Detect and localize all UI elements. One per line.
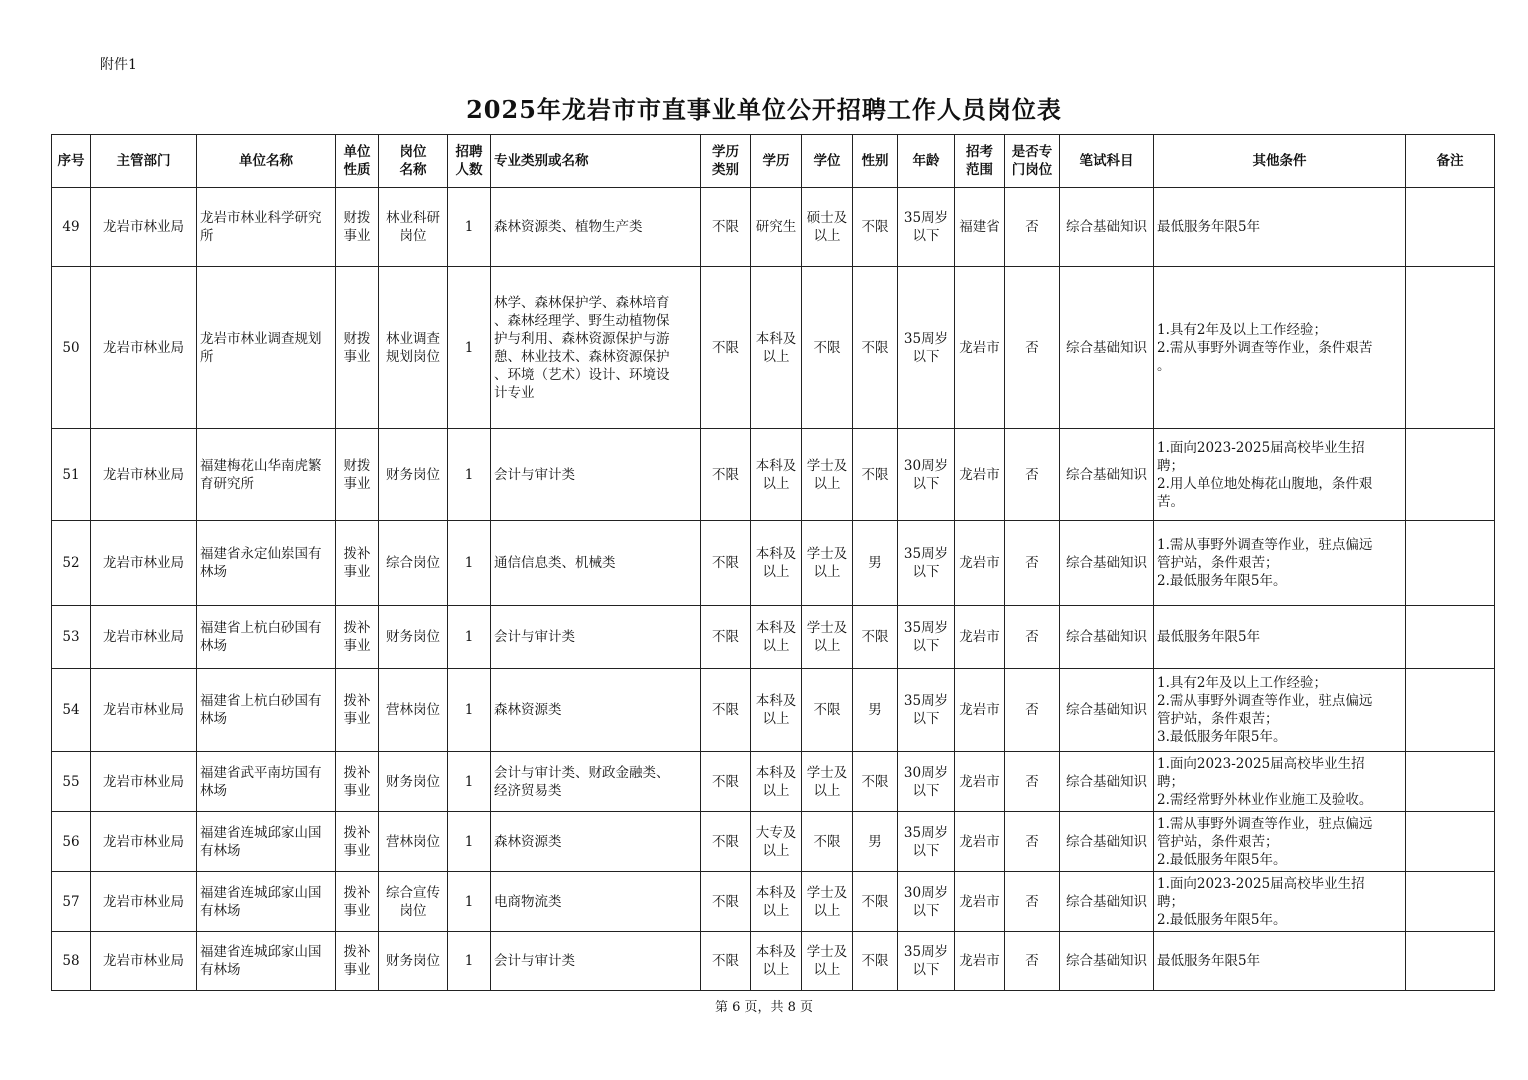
cell-other: 1.具有2年及以上工作经验； 2.需从事野外调查等作业，条件艰苦 。 (1154, 267, 1406, 429)
cell-age: 35周岁 以下 (898, 812, 955, 872)
cell-post: 财务岗位 (379, 606, 448, 669)
cell-edu-type: 不限 (701, 267, 751, 429)
cell-dept: 龙岩市林业局 (91, 521, 197, 606)
cell-no: 57 (52, 872, 91, 932)
cell-degree: 不限 (802, 267, 853, 429)
cell-edu-type: 不限 (701, 669, 751, 752)
cell-nature: 拨补 事业 (336, 669, 379, 752)
cell-nature: 拨补 事业 (336, 521, 379, 606)
cell-major: 会计与审计类 (491, 606, 701, 669)
header-special: 是否专 门岗位 (1005, 135, 1060, 188)
cell-note (1406, 932, 1495, 991)
cell-special: 否 (1005, 606, 1060, 669)
cell-unit: 福建梅花山华南虎繁育研究所 (197, 429, 336, 521)
table-row (52, 267, 1495, 429)
cell-major: 林学、森林保护学、森林培育 、森林经理学、野生动植物保 护与利用、森林资源保护与游 憩、林业技术、森林资源保护 、环境（艺术）设计、环境设 计专业 (491, 267, 701, 429)
cell-dept: 龙岩市林业局 (91, 429, 197, 521)
cell-other: 1.具有2年及以上工作经验； 2.需从事野外调查等作业，驻点偏远 管护站，条件艰苦； 3.最低服务年限5年。 (1154, 669, 1406, 752)
cell-major: 电商物流类 (491, 872, 701, 932)
cell-unit: 福建省武平南坊国有林场 (197, 752, 336, 812)
cell-post: 营林岗位 (379, 669, 448, 752)
cell-major: 森林资源类、植物生产类 (491, 188, 701, 267)
cell-exam: 综合基础知识 (1060, 812, 1154, 872)
cell-count: 1 (448, 669, 491, 752)
cell-count: 1 (448, 872, 491, 932)
cell-count: 1 (448, 267, 491, 429)
cell-dept: 龙岩市林业局 (91, 188, 197, 267)
cell-edu-type: 不限 (701, 188, 751, 267)
cell-degree: 学士及 以上 (802, 521, 853, 606)
cell-scope: 龙岩市 (955, 872, 1005, 932)
cell-edu: 本科及 以上 (751, 429, 802, 521)
cell-post: 财务岗位 (379, 429, 448, 521)
header-scope: 招考 范围 (955, 135, 1005, 188)
cell-age: 30周岁 以下 (898, 872, 955, 932)
cell-other: 最低服务年限5年 (1154, 932, 1406, 991)
table-row (52, 188, 1495, 267)
cell-age: 35周岁 以下 (898, 669, 955, 752)
cell-no: 52 (52, 521, 91, 606)
cell-gender: 不限 (853, 606, 898, 669)
cell-age: 35周岁 以下 (898, 521, 955, 606)
cell-age: 30周岁 以下 (898, 429, 955, 521)
cell-age: 35周岁 以下 (898, 267, 955, 429)
cell-exam: 综合基础知识 (1060, 267, 1154, 429)
cell-edu: 本科及 以上 (751, 521, 802, 606)
cell-age: 30周岁 以下 (898, 752, 955, 812)
cell-degree: 硕士及 以上 (802, 188, 853, 267)
cell-nature: 财拨 事业 (336, 188, 379, 267)
cell-unit: 龙岩市林业科学研究所 (197, 188, 336, 267)
table-row (52, 932, 1495, 991)
cell-edu-type: 不限 (701, 606, 751, 669)
cell-count: 1 (448, 606, 491, 669)
cell-age: 35周岁 以下 (898, 606, 955, 669)
cell-edu: 本科及 以上 (751, 932, 802, 991)
attachment-label: 附件1 (100, 57, 137, 73)
cell-other: 1.需从事野外调查等作业，驻点偏远 管护站，条件艰苦； 2.最低服务年限5年。 (1154, 521, 1406, 606)
cell-unit: 福建省永定仙岽国有林场 (197, 521, 336, 606)
page-title: 2025年龙岩市市直事业单位公开招聘工作人员岗位表 (466, 95, 1062, 124)
cell-edu-type: 不限 (701, 932, 751, 991)
cell-other: 最低服务年限5年 (1154, 188, 1406, 267)
cell-note (1406, 521, 1495, 606)
cell-scope: 福建省 (955, 188, 1005, 267)
cell-unit: 福建省上杭白砂国有林场 (197, 669, 336, 752)
table-row (52, 872, 1495, 932)
table-row (52, 606, 1495, 669)
cell-nature: 拨补 事业 (336, 752, 379, 812)
cell-no: 56 (52, 812, 91, 872)
cell-dept: 龙岩市林业局 (91, 606, 197, 669)
cell-count: 1 (448, 752, 491, 812)
cell-edu-type: 不限 (701, 872, 751, 932)
cell-edu: 本科及 以上 (751, 267, 802, 429)
header-nature: 单位 性质 (336, 135, 379, 188)
cell-dept: 龙岩市林业局 (91, 872, 197, 932)
table-row (52, 812, 1495, 872)
header-exam: 笔试科目 (1060, 135, 1154, 188)
cell-special: 否 (1005, 872, 1060, 932)
cell-nature: 拨补 事业 (336, 872, 379, 932)
cell-major: 通信信息类、机械类 (491, 521, 701, 606)
cell-edu: 本科及 以上 (751, 872, 802, 932)
header-dept: 主管部门 (91, 135, 197, 188)
cell-dept: 龙岩市林业局 (91, 932, 197, 991)
cell-dept: 龙岩市林业局 (91, 669, 197, 752)
cell-scope: 龙岩市 (955, 932, 1005, 991)
cell-degree: 学士及 以上 (802, 872, 853, 932)
cell-gender: 不限 (853, 267, 898, 429)
cell-no: 53 (52, 606, 91, 669)
header-age: 年龄 (898, 135, 955, 188)
header-major: 专业类别或名称 (491, 135, 701, 188)
cell-nature: 财拨 事业 (336, 429, 379, 521)
cell-dept: 龙岩市林业局 (91, 267, 197, 429)
cell-degree: 学士及 以上 (802, 932, 853, 991)
cell-note (1406, 188, 1495, 267)
cell-count: 1 (448, 521, 491, 606)
cell-no: 50 (52, 267, 91, 429)
cell-dept: 龙岩市林业局 (91, 812, 197, 872)
cell-edu-type: 不限 (701, 429, 751, 521)
cell-post: 营林岗位 (379, 812, 448, 872)
header-count: 招聘 人数 (448, 135, 491, 188)
header-no: 序号 (52, 135, 91, 188)
cell-exam: 综合基础知识 (1060, 521, 1154, 606)
cell-unit: 福建省连城邱家山国有林场 (197, 812, 336, 872)
cell-exam: 综合基础知识 (1060, 872, 1154, 932)
cell-age: 35周岁 以下 (898, 188, 955, 267)
cell-note (1406, 812, 1495, 872)
cell-scope: 龙岩市 (955, 752, 1005, 812)
cell-post: 林业科研 岗位 (379, 188, 448, 267)
cell-major: 森林资源类 (491, 812, 701, 872)
cell-scope: 龙岩市 (955, 606, 1005, 669)
cell-unit: 福建省连城邱家山国有林场 (197, 872, 336, 932)
cell-gender: 不限 (853, 429, 898, 521)
header-other: 其他条件 (1154, 135, 1406, 188)
cell-nature: 拨补 事业 (336, 606, 379, 669)
cell-edu-type: 不限 (701, 812, 751, 872)
cell-no: 55 (52, 752, 91, 812)
table-row (52, 429, 1495, 521)
cell-note (1406, 752, 1495, 812)
header-gender: 性别 (853, 135, 898, 188)
cell-count: 1 (448, 429, 491, 521)
cell-special: 否 (1005, 669, 1060, 752)
cell-gender: 不限 (853, 872, 898, 932)
cell-edu: 大专及 以上 (751, 812, 802, 872)
cell-major: 会计与审计类、财政金融类、 经济贸易类 (491, 752, 701, 812)
cell-special: 否 (1005, 429, 1060, 521)
cell-note (1406, 872, 1495, 932)
cell-exam: 综合基础知识 (1060, 188, 1154, 267)
cell-unit: 福建省连城邱家山国有林场 (197, 932, 336, 991)
cell-major: 会计与审计类 (491, 932, 701, 991)
cell-gender: 男 (853, 812, 898, 872)
cell-gender: 男 (853, 521, 898, 606)
cell-gender: 男 (853, 669, 898, 752)
cell-exam: 综合基础知识 (1060, 752, 1154, 812)
cell-other: 最低服务年限5年 (1154, 606, 1406, 669)
cell-special: 否 (1005, 521, 1060, 606)
job-table (51, 134, 1495, 991)
cell-gender: 不限 (853, 752, 898, 812)
cell-nature: 拨补 事业 (336, 812, 379, 872)
cell-degree: 学士及 以上 (802, 752, 853, 812)
cell-dept: 龙岩市林业局 (91, 752, 197, 812)
cell-special: 否 (1005, 188, 1060, 267)
cell-major: 会计与审计类 (491, 429, 701, 521)
header-edu: 学历 (751, 135, 802, 188)
cell-edu: 研究生 (751, 188, 802, 267)
cell-post: 林业调查 规划岗位 (379, 267, 448, 429)
cell-unit: 福建省上杭白砂国有林场 (197, 606, 336, 669)
cell-exam: 综合基础知识 (1060, 606, 1154, 669)
cell-exam: 综合基础知识 (1060, 669, 1154, 752)
header-edu-type: 学历 类别 (701, 135, 751, 188)
cell-count: 1 (448, 932, 491, 991)
header-post: 岗位 名称 (379, 135, 448, 188)
cell-degree: 学士及 以上 (802, 429, 853, 521)
cell-post: 综合宣传 岗位 (379, 872, 448, 932)
cell-degree: 不限 (802, 812, 853, 872)
cell-nature: 财拨 事业 (336, 267, 379, 429)
cell-edu: 本科及 以上 (751, 669, 802, 752)
cell-post: 综合岗位 (379, 521, 448, 606)
header-note: 备注 (1406, 135, 1495, 188)
cell-scope: 龙岩市 (955, 429, 1005, 521)
cell-scope: 龙岩市 (955, 812, 1005, 872)
cell-special: 否 (1005, 932, 1060, 991)
table-body (52, 188, 1495, 991)
page-footer: 第 6 页，共 8 页 (714, 1000, 814, 1015)
cell-note (1406, 429, 1495, 521)
cell-edu: 本科及 以上 (751, 752, 802, 812)
table-row (52, 752, 1495, 812)
cell-no: 51 (52, 429, 91, 521)
cell-special: 否 (1005, 812, 1060, 872)
header-unit: 单位名称 (197, 135, 336, 188)
cell-no: 49 (52, 188, 91, 267)
cell-edu: 本科及 以上 (751, 606, 802, 669)
cell-unit: 龙岩市林业调查规划所 (197, 267, 336, 429)
cell-exam: 综合基础知识 (1060, 429, 1154, 521)
cell-scope: 龙岩市 (955, 267, 1005, 429)
cell-gender: 不限 (853, 188, 898, 267)
cell-post: 财务岗位 (379, 752, 448, 812)
cell-note (1406, 606, 1495, 669)
cell-edu-type: 不限 (701, 521, 751, 606)
cell-other: 1.面向2023-2025届高校毕业生招 聘； 2.需经常野外林业作业施工及验收。 (1154, 752, 1406, 812)
cell-note (1406, 267, 1495, 429)
cell-count: 1 (448, 188, 491, 267)
cell-special: 否 (1005, 752, 1060, 812)
cell-gender: 不限 (853, 932, 898, 991)
cell-no: 58 (52, 932, 91, 991)
cell-post: 财务岗位 (379, 932, 448, 991)
cell-degree: 学士及 以上 (802, 606, 853, 669)
cell-scope: 龙岩市 (955, 521, 1005, 606)
cell-other: 1.需从事野外调查等作业，驻点偏远 管护站，条件艰苦； 2.最低服务年限5年。 (1154, 812, 1406, 872)
table-row (52, 521, 1495, 606)
cell-note (1406, 669, 1495, 752)
cell-age: 35周岁 以下 (898, 932, 955, 991)
table-header-row (52, 135, 1495, 188)
cell-degree: 不限 (802, 669, 853, 752)
cell-major: 森林资源类 (491, 669, 701, 752)
header-degree: 学位 (802, 135, 853, 188)
table-row (52, 669, 1495, 752)
cell-other: 1.面向2023-2025届高校毕业生招 聘； 2.最低服务年限5年。 (1154, 872, 1406, 932)
cell-nature: 拨补 事业 (336, 932, 379, 991)
cell-special: 否 (1005, 267, 1060, 429)
cell-no: 54 (52, 669, 91, 752)
cell-edu-type: 不限 (701, 752, 751, 812)
cell-exam: 综合基础知识 (1060, 932, 1154, 991)
cell-other: 1.面向2023-2025届高校毕业生招 聘； 2.用人单位地处梅花山腹地，条件艰 苦。 (1154, 429, 1406, 521)
cell-scope: 龙岩市 (955, 669, 1005, 752)
cell-count: 1 (448, 812, 491, 872)
